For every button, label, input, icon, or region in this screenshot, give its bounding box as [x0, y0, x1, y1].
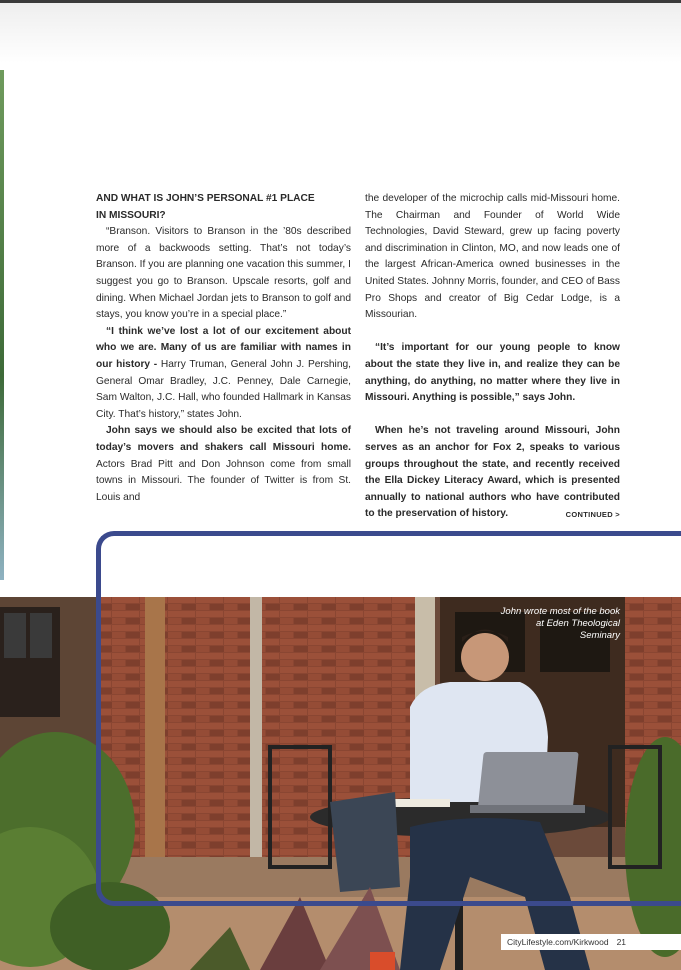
paragraph: “I think we’ve lost a lot of our excitement about who we are. Many of us are familiar with names in our history - Harry Truman, General John J. Pershing, General Omar Bradley, J.C. Penney, Dale Carnegie, Sam Walton, J.C. Hall, who founded Hallmark in Kansas City. That’s history,” states John.: [96, 325, 351, 420]
previous-page-photo-edge: [0, 70, 4, 580]
quote-paragraph: “It’s important for our young people to know about the state they live in, and realize they can be anything, do anything, no matter where they live in Missouri. Anything is possible,” says John.: [365, 342, 620, 404]
page-shadow: [0, 3, 681, 63]
paragraph: “Branson. Visitors to Branson in the ’80s described more of a backwoods setting. That’s not today’s Branson. If you are planning one vacation this summer, I suggest you go to Branson. Upscale resorts, golf and dining. When Michael Jordan jets to Branson to golf and stays, you know you’re in a special place.”: [96, 226, 351, 321]
decorative-photo-frame: [96, 531, 681, 906]
continued-label: CONTINUED >: [565, 509, 620, 519]
paragraph: When he’s not traveling around Missouri, John serves as an anchor for Fox 2, speaks to various groups throughout the state, and recently received the Ella Dickey Literacy Award, which is presented annually to national authors who have contributed to the preservation of history.: [365, 425, 620, 520]
paragraph: the developer of the microchip calls mid-Missouri home. The Chairman and Founder of World Wide Technologies, David Steward, grew up facing poverty and discrimination in Clinton, MO, and now leads one of the largest African-America owned businesses in the United States. Johnny Morris, founder, and CEO of Bass Pro Shops and creator of Big Cedar Lodge, is a Missourian.: [365, 193, 620, 321]
article-column-right: [365, 191, 620, 523]
page-footer: [501, 934, 681, 950]
photo-caption: John wrote most of the book at Eden Theological Seminary: [500, 606, 620, 641]
footer-site-url: CityLifestyle.com/Kirkwood: [507, 937, 609, 947]
article-column-left: [96, 191, 351, 506]
page-number: 21: [616, 937, 627, 947]
section-heading: AND WHAT IS JOHN’S PERSONAL #1 PLACE IN MISSOURI?: [96, 193, 315, 221]
paragraph: John says we should also be excited that lots of today’s movers and shakers call Missouri home. Actors Brad Pitt and Don Johnson come from small towns in Missouri. The founder of Twitter is from St. Louis and: [96, 425, 351, 503]
